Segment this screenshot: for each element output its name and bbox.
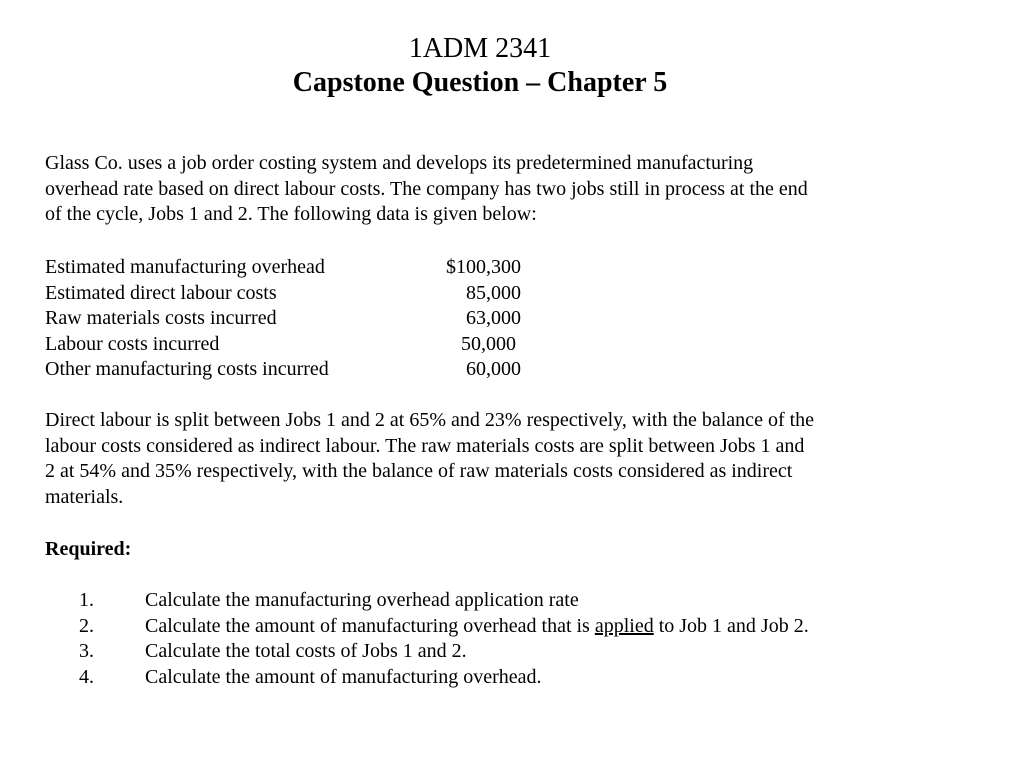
- underlined-word: applied: [594, 614, 654, 637]
- list-number: 3.: [79, 640, 94, 663]
- data-row: [45, 281, 525, 307]
- list-text: Calculate the manufacturing overhead application rate: [145, 589, 579, 611]
- intro-line: overhead rate based on direct labour costs. The company has two jobs still in process at the end: [45, 177, 808, 200]
- split-line: Direct labour is split between Jobs 1 and 2 at 65% and 23% respectively, with the balance of the: [45, 409, 815, 431]
- data-value: 85,000: [466, 281, 521, 304]
- intro-line: of the cycle, Jobs 1 and 2. The following data is given below:: [45, 203, 537, 226]
- list-number: 4.: [79, 665, 94, 688]
- list-number: 2.: [79, 614, 94, 637]
- cost-data-table: [45, 255, 525, 383]
- data-value: 60,000: [466, 358, 521, 381]
- intro-paragraph: [45, 151, 975, 228]
- list-number: 1.: [79, 589, 94, 611]
- list-text: [145, 614, 809, 640]
- list-text-after: to Job 1 and Job 2.: [653, 614, 809, 637]
- course-code: 1ADM 2341: [408, 33, 552, 64]
- data-label: Estimated direct labour costs: [45, 281, 277, 304]
- intro-line: Glass Co. uses a job order costing system and develops its predetermined manufacturing: [45, 152, 754, 174]
- data-label: Other manufacturing costs incurred: [45, 358, 329, 381]
- data-row: [45, 357, 525, 383]
- data-value: 50,000: [461, 332, 516, 355]
- list-text: Calculate the total costs of Jobs 1 and 2.: [145, 640, 467, 663]
- split-line: labour costs considered as indirect labour. The raw materials costs are split between Jobs 1 and: [45, 434, 805, 457]
- data-label: Labour costs incurred: [45, 332, 220, 355]
- list-text: Calculate the amount of manufacturing overhead.: [145, 665, 542, 688]
- required-heading: Required:: [45, 538, 132, 560]
- split-paragraph: [45, 408, 975, 510]
- data-row: [45, 332, 525, 358]
- data-row: [45, 306, 525, 332]
- data-row: [45, 255, 525, 281]
- data-label: Estimated manufacturing overhead: [45, 256, 325, 278]
- data-label: Raw materials costs incurred: [45, 307, 277, 330]
- data-value: $100,300: [446, 256, 521, 278]
- data-value: 63,000: [466, 307, 521, 330]
- split-line: 2 at 54% and 35% respectively, with the balance of raw materials costs considered as indirect: [45, 460, 793, 483]
- split-line: materials.: [45, 485, 124, 508]
- page-title: Capstone Question – Chapter 5: [292, 67, 668, 98]
- list-text-before: Calculate the amount of manufacturing overhead that is: [145, 614, 595, 637]
